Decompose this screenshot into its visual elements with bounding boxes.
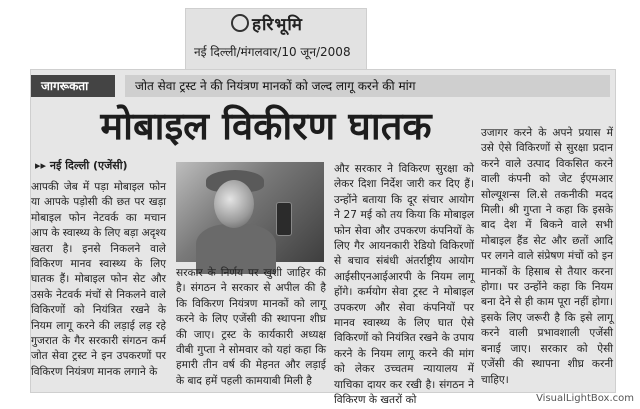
article-column-1: आपकी जेब में पड़ा मोबाइल फोन या आपके पड़ोसी की छत पर खड़ा मोबाइल फोन नेटवर्क का मचान आप के स्वास्थ्य के लिए बड़ा अदृश्य खतरा है। इनसे निकलने वाले विकिरण मानव स्वास्थ्य के लिए घातक हैं। मोबाइल फोन सेट और उसके नेटवर्क मंचों से निकलने वाले विकिरणों को नियंत्रित रखने के नियम लागू करने की लड़ाई लड़ रहे गुजरात के गैर सरकारी संगठन कर्म जोत सेवा ट्रस्ट ने इन उपकरणों पर विकिरण नियंत्रण मानक लगाने के [31,181,166,378]
article-column-3: और सरकार ने विकिरण सुरक्षा को लेकर दिशा निर्देश जारी कर दिए हैं। उन्होंने बताया कि दूर संचार आयोग ने 27 मई को तय किया कि मोबाइल फोन सेवा और उपकरण कंपनियों के लिए गैर आयनकारी रेडियो विकिरणों से बचाव संबंधी अंतर्राष्ट्रीय आयोग आईसीएनआईआरपी के नियम लागू होंगे। कर्मयोग सेवा ट्रस्ट ने मोबाइल उपकरण और सेवा कंपनियों पर मानव स्वास्थ्य के लिए घात ऐसे विकिरणों को नियंत्रित रखने के उपाय करने के नियम लागू करने की मांग को लेकर उच्चतम न्यायालय में याचिका दायर कर रखी है। संगठन ने विकिरण के खतरों को [334,163,474,407]
article-column-2: सरकार के निर्णय पर खुशी जाहिर की है। संगठन ने सरकार से अपील की है कि विकिरण नियंत्रण मानकों को लागू करने के लिए एजेंसी की स्थापना शीघ्र की जाए। ट्रस्ट के कार्यकारी अध्यक्ष वीबी गुप्ता ने सोमवार को यहां कहा कि हमारी तीन वर्ष की मेहनत और लड़ाई के बाद हमें पहली कामयाबी मिली है [176,267,326,387]
newspaper-logo [231,12,303,35]
section-tag: जागरूकता [31,75,115,97]
masthead [185,8,367,72]
headline: मोबाइल विकीरण घातक [100,104,432,148]
watermark: VisualLightBox.com [536,393,634,404]
kicker-line: जोत सेवा ट्रस्ट ने की नियंत्रण मानकों को जल्द लागू करने की मांग [125,75,610,97]
dateline: नई दिल्ली/मंगलवार/10 जून/2008 [194,45,351,59]
article-photo [176,162,324,262]
photo-person-face [214,180,254,228]
mobile-phone-icon [276,202,292,236]
byline: ▸▸ नई दिल्ली (एजेंसी) [35,159,128,172]
logo-emblem-icon [231,14,249,32]
newspaper-name: हरिभूमि [252,15,303,35]
article-column-4: उजागर करने के अपने प्रयास में उसे ऐसे विकिरणों से सुरक्षा प्रदान करने वाले उत्पाद विकसित करने वाली कंपनी को जेट ईएमआर सोल्यूशन्स लि.से तकनीकी मदद मिली। श्री गुप्ता ने कहा कि इसके बाद देश में बिकने वाले सभी मोबाइल हैंड सेट और छतों आदि पर लगने वाले संप्रेषण मंचों को इन मानकों के हिसाब से तैयार करना होगा। पर उन्होंने कहा कि नियम बना देने से ही काम पूरा नहीं होगा। इसके लिए जरूरी है कि इसे लागू करने वाली प्रभावशाली एजेंसी बनाई जाए। सरकार को ऐसी एजेंसी की स्थापना शीघ्र करनी चाहिए। [481,127,613,386]
